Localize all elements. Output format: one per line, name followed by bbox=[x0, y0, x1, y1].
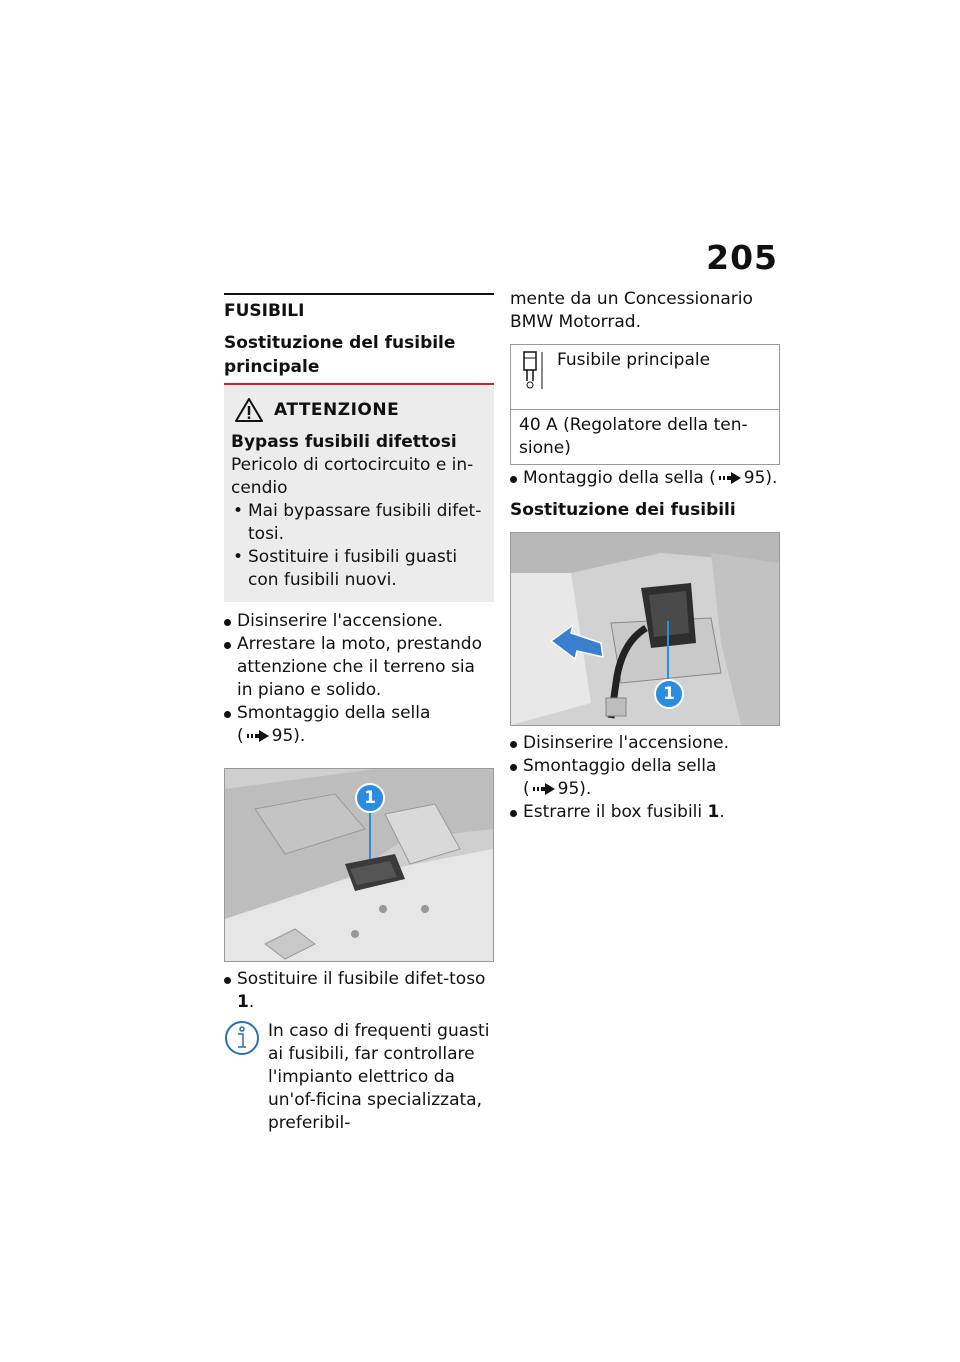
figure-fuse-box bbox=[510, 532, 780, 726]
page-ref-arrow-icon bbox=[533, 783, 555, 795]
page-ref: 95). bbox=[557, 779, 592, 799]
subsection-title-fuses: Sostituzione dei fusibili bbox=[510, 500, 736, 520]
step-ref-number: 1 bbox=[237, 992, 249, 1012]
step-text: Smontaggio della sella bbox=[237, 703, 431, 723]
fuse-icon bbox=[517, 349, 547, 391]
info-text bbox=[224, 1020, 494, 1135]
step-item: Disinserire l'accensione. bbox=[224, 610, 494, 633]
warning-item: • Sostituire i fusibili guasti con fusibili nuovi. bbox=[231, 546, 486, 592]
ref-open: ( bbox=[523, 779, 530, 799]
warning-box bbox=[224, 385, 494, 602]
left-column bbox=[224, 293, 494, 1135]
warning-label: ATTENZIONE bbox=[274, 400, 400, 420]
ref-open: ( bbox=[237, 726, 244, 746]
info-note bbox=[224, 1020, 494, 1135]
page-ref-arrow-icon bbox=[719, 472, 741, 484]
step-item: Disinserire l'accensione. bbox=[510, 732, 780, 755]
step-item-seat bbox=[224, 702, 494, 748]
step-text: Montaggio della sella ( bbox=[523, 468, 716, 488]
info-note-text: In caso di frequenti guasti ai fusibili, far controllare l'impianto elettrico da un'of-ficina specializzata, preferibil- bbox=[268, 1021, 490, 1133]
step-item-replace bbox=[224, 968, 494, 1014]
step-ref-number: 1 bbox=[707, 802, 720, 822]
step-item-box bbox=[510, 801, 780, 824]
info-icon bbox=[224, 1020, 260, 1056]
steps-after bbox=[224, 968, 494, 1014]
warning-item: • Mai bypassare fusibili difet-tosi. bbox=[231, 500, 486, 546]
subsection-title: Sostituzione del fusibile principale bbox=[224, 333, 456, 377]
step-end: . bbox=[719, 802, 725, 822]
step-text: Sostituire il fusibile difet-toso bbox=[237, 969, 486, 989]
step-text: Smontaggio della sella bbox=[523, 756, 717, 776]
step-text: Estrarre il box fusibili bbox=[523, 802, 703, 822]
step-item-mount bbox=[510, 467, 780, 490]
section-rule bbox=[224, 293, 494, 295]
spec-label: Fusibile principale bbox=[557, 350, 711, 370]
section-title: FUSIBILI bbox=[224, 301, 305, 321]
spec-value: 40 A (Regolatore della ten-sione) bbox=[511, 410, 780, 465]
step-item: Arrestare la moto, prestando attenzione che il terreno sia in piano e solido. bbox=[224, 633, 494, 702]
warning-text: Pericolo di cortocircuito e in-cendio bbox=[231, 455, 474, 498]
spec-label-cell bbox=[511, 345, 780, 410]
warning-header bbox=[234, 397, 486, 423]
steps-list bbox=[224, 610, 494, 748]
figure-callout: 1 bbox=[654, 679, 684, 709]
continuation-text: mente da un Concessionario BMW Motorrad. bbox=[510, 289, 753, 332]
steps-list-right bbox=[510, 732, 780, 824]
fuse-box-illustration bbox=[511, 533, 779, 725]
step-end: . bbox=[248, 992, 255, 1012]
spec-table bbox=[510, 344, 780, 465]
figure-main-fuse bbox=[224, 768, 494, 962]
right-column bbox=[510, 288, 780, 824]
page-ref: 95). bbox=[743, 468, 778, 488]
warning-triangle-icon bbox=[234, 397, 264, 423]
page-ref: 95). bbox=[271, 726, 306, 746]
warning-heading: Bypass fusibili difettosi bbox=[231, 432, 457, 452]
page-number: 205 bbox=[706, 238, 778, 277]
step-item-seat bbox=[510, 755, 780, 801]
page-ref-arrow-icon bbox=[247, 730, 269, 742]
figure-callout: 1 bbox=[355, 783, 385, 813]
